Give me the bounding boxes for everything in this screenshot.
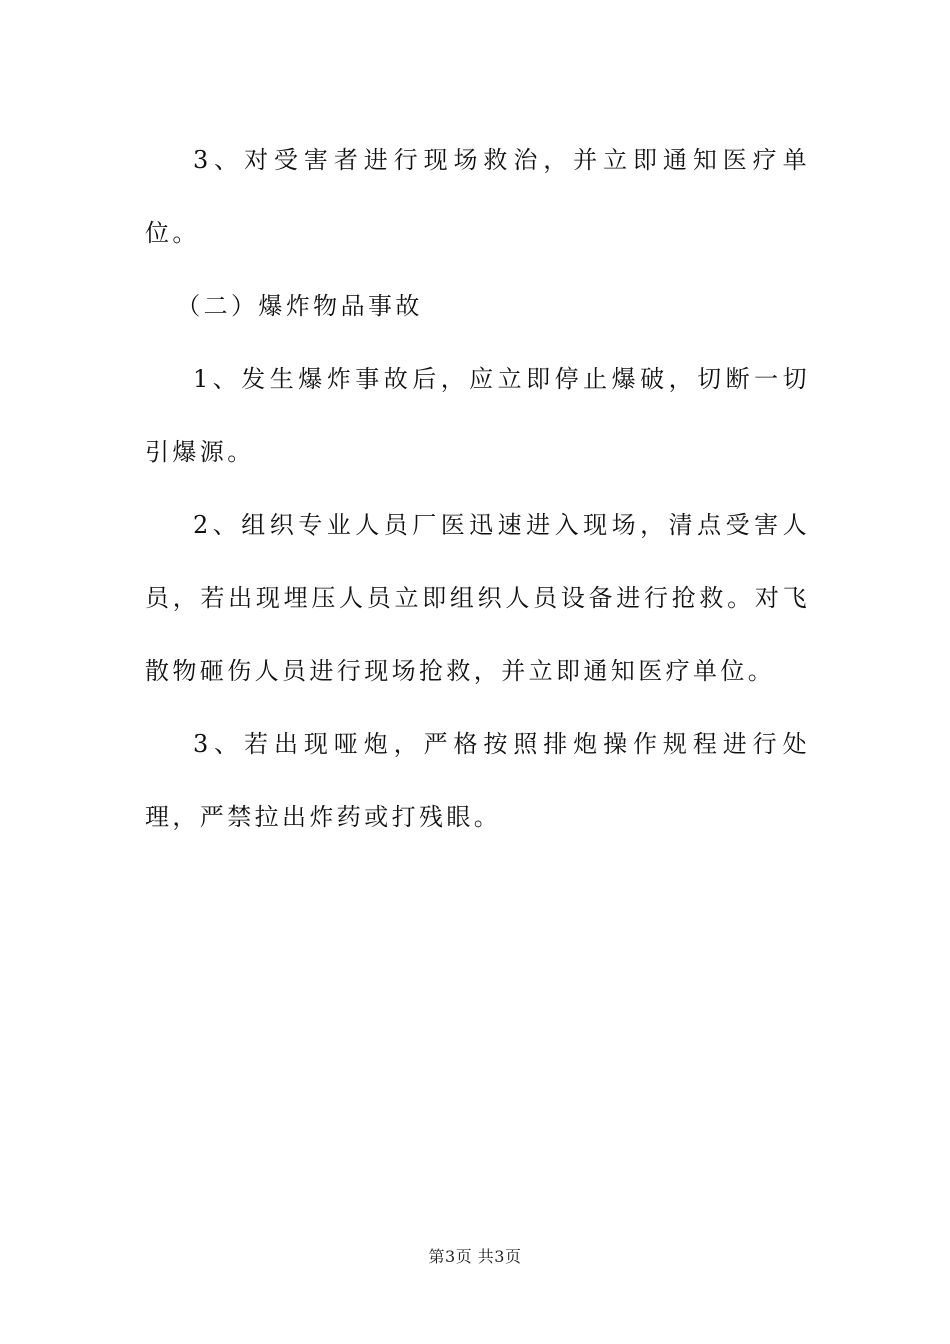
- page-footer: 第3页 共3页: [428, 1247, 522, 1266]
- section-heading-explosive-accident: （二）爆炸物品事故: [176, 292, 423, 320]
- paragraph-explosion-step-3: 3、若出现哑炮，严格按照排炮操作规程进行处理，严禁拉出炸药或打残眼。: [145, 730, 810, 831]
- document-body: [145, 124, 810, 854]
- paragraph-explosion-step-2: 2、组织专业人员厂医迅速进入现场，清点受害人员，若出现埋压人员立即组织人员设备进行抢救。对飞散物砸伤人员进行现场抢救，并立即通知医疗单位。: [145, 511, 810, 685]
- paragraph-rescue-step-3: 3、对受害者进行现场救治，并立即通知医疗单位。: [145, 146, 810, 247]
- paragraph-explosion-step-1: 1、发生爆炸事故后，应立即停止爆破，切断一切引爆源。: [145, 365, 810, 466]
